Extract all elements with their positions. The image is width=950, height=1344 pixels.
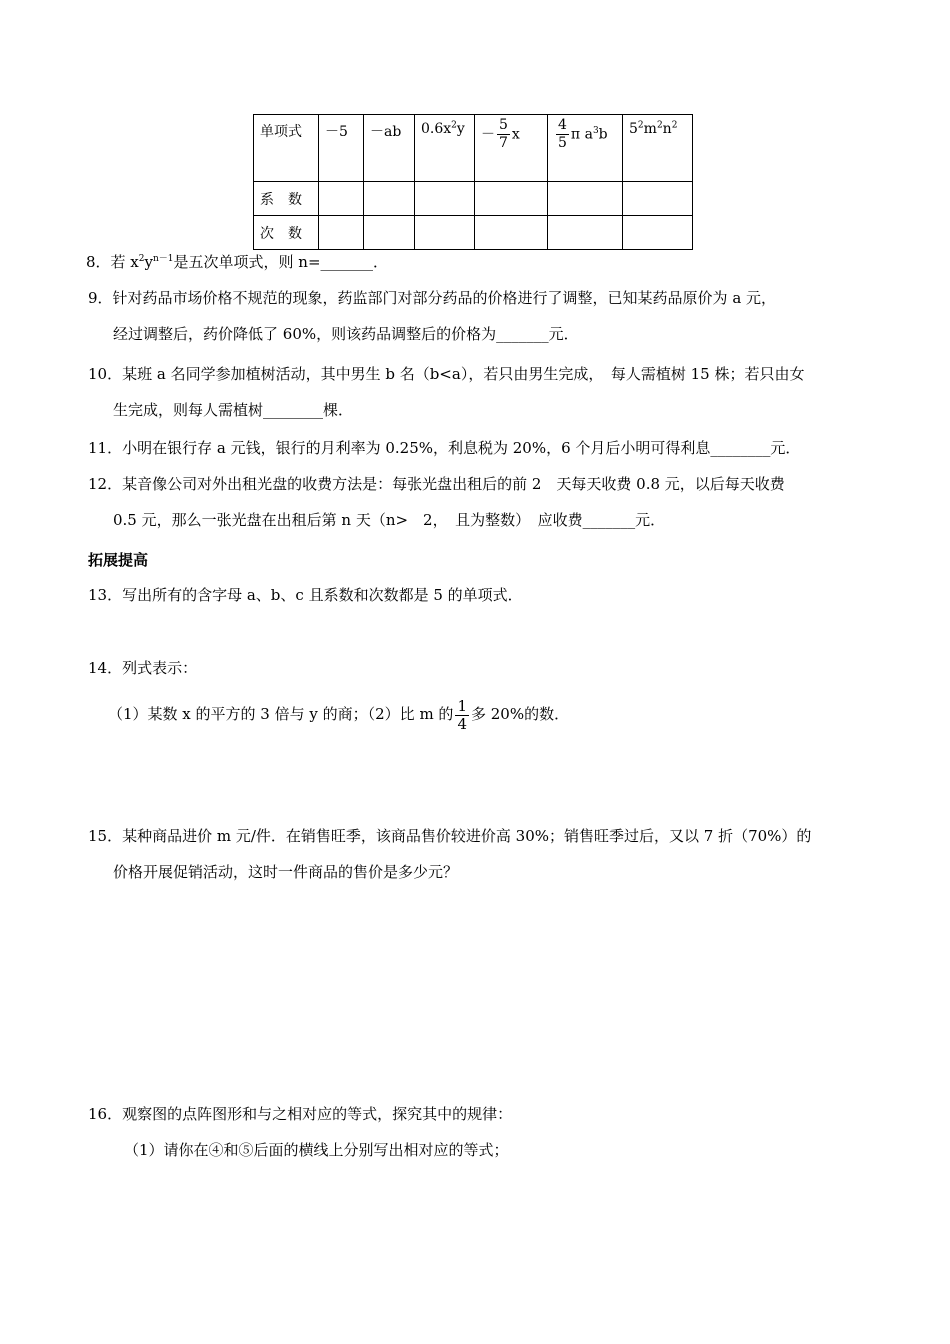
degree-cell[interactable] <box>475 216 548 250</box>
coefficient-cell[interactable] <box>623 182 693 216</box>
question-12-line-1: 12．某音像公司对外出租光盘的收费方法是：每张光盘出租后的前 2 天每天收费 0.8 元，以后每天收费 <box>88 475 785 493</box>
monomial-table <box>253 114 693 250</box>
question-11: 11．小明在银行存 a 元钱，银行的月利率为 0.25%，利息税为 20%，6 个月后小明可得利息________元． <box>88 439 801 457</box>
degree-cell[interactable] <box>319 216 364 250</box>
degree-cell[interactable] <box>623 216 693 250</box>
coefficient-cell[interactable] <box>319 182 364 216</box>
row-label-monomial: 单项式 <box>254 115 319 182</box>
coefficient-cell[interactable] <box>475 182 548 216</box>
question-16-line-1: 16．观察图的点阵图形和与之相对应的等式，探究其中的规律： <box>88 1105 513 1123</box>
section-title: 拓展提高 <box>88 551 149 569</box>
question-13: 13．写出所有的含字母 a、b、c 且系数和次数都是 5 的单项式． <box>88 586 523 604</box>
question-15-line-1: 15．某种商品进价 m 元/件．在销售旺季，该商品售价较进价高 30%；销售旺季过后，又以 7 折（70%）的 <box>88 827 812 845</box>
question-9-line-2: 经过调整后，药价降低了 60%，则该药品调整后的价格为_______元． <box>113 325 579 343</box>
question-15-line-2: 价格开展促销活动，这时一件商品的售价是多少元？ <box>113 863 459 881</box>
degree-cell[interactable] <box>415 216 475 250</box>
monomial-cell-6: $5^2m^2n^2$ <box>623 115 693 182</box>
question-14-body: （1）某数 x 的平方的 3 倍与 y 的商；（2）比 m 的 $\frac{1}{4}$ 多 20%的数． <box>108 696 570 733</box>
coefficient-cell[interactable] <box>548 182 623 216</box>
row-label-coefficient: 系 数 <box>254 182 319 216</box>
question-9-line-1: 9．针对药品市场价格不规范的现象，药监部门对部分药品的价格进行了调整，已知某药品原价为 a 元， <box>88 289 777 307</box>
degree-cell[interactable] <box>364 216 415 250</box>
monomial-cell-5: $\frac{4}{5}$ π $a^3b$ <box>548 115 623 182</box>
monomial-cell-2: －ab <box>364 115 415 182</box>
question-10-line-2: 生完成，则每人需植树________棵． <box>113 401 354 419</box>
degree-cell[interactable] <box>548 216 623 250</box>
question-16-line-2: （1）请你在④和⑤后面的横线上分别写出相对应的等式； <box>124 1141 509 1159</box>
monomial-cell-4: － $\frac{5}{7}$ x <box>475 115 548 182</box>
question-8: 8．若 $x^2y^{n-1}$是五次单项式，则 n=_______． <box>86 253 389 271</box>
question-12-line-2: 0.5 元，那么一张光盘在出租后第 n 天（n> 2， 且为整数） 应收费_______元． <box>113 511 666 529</box>
row-label-degree: 次 数 <box>254 216 319 250</box>
monomial-cell-3: $0.6x^2y$ <box>415 115 475 182</box>
monomial-cell-1: －5 <box>319 115 364 182</box>
coefficient-cell[interactable] <box>415 182 475 216</box>
question-10-line-1: 10．某班 a 名同学参加植树活动，其中男生 b 名（b<a），若只由男生完成， 每人需植树 15 株；若只由女 <box>88 365 805 383</box>
question-14-title: 14．列式表示： <box>88 659 198 677</box>
coefficient-cell[interactable] <box>364 182 415 216</box>
